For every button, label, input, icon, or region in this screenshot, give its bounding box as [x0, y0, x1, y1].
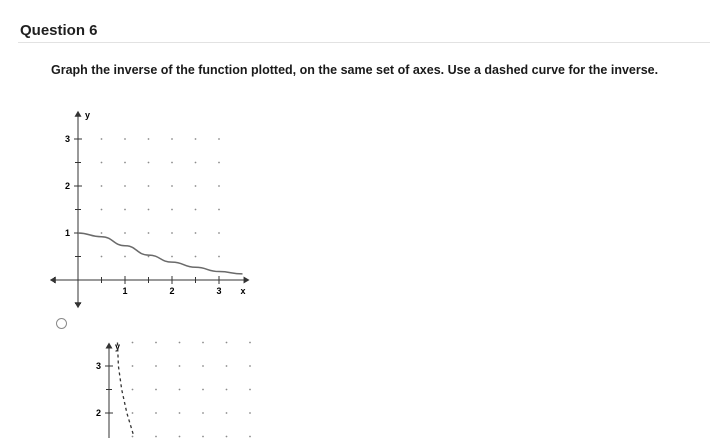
y-tick-label: 1 [65, 228, 71, 238]
grid-dot [226, 436, 228, 438]
grid-dot [218, 256, 220, 258]
y-tick-label: 2 [96, 408, 102, 418]
grid-dot [148, 209, 150, 211]
grid-dot [249, 365, 251, 367]
y-tick-label: 3 [96, 361, 102, 371]
grid-dot [195, 162, 197, 164]
grid-dot [148, 162, 150, 164]
x-tick-label: 3 [216, 286, 222, 296]
grid-dot [249, 389, 251, 391]
grid-dot [148, 256, 150, 258]
grid-dot [101, 256, 103, 258]
grid-dot [249, 436, 251, 438]
grid-dot [218, 162, 220, 164]
grid-dot [195, 232, 197, 234]
y-tick-label: 2 [65, 181, 71, 191]
function-graph [50, 108, 265, 318]
x-axis-label: x [240, 286, 246, 296]
grid-dot [202, 436, 204, 438]
grid-dot [171, 185, 173, 187]
grid-dot [148, 138, 150, 140]
grid-dots [132, 342, 251, 438]
grid-dot [171, 138, 173, 140]
grid-dot [124, 185, 126, 187]
grid-dot [101, 185, 103, 187]
x-tick-label: 2 [169, 286, 175, 296]
grid-dot [195, 185, 197, 187]
grid-dot [124, 138, 126, 140]
grid-dot [226, 342, 228, 344]
grid-dot [132, 342, 134, 344]
grid-dot [155, 412, 157, 414]
grid-dots [101, 138, 220, 257]
function-curve [78, 233, 243, 274]
y-tick-label: 3 [65, 134, 71, 144]
grid-dot [226, 412, 228, 414]
grid-dot [195, 209, 197, 211]
grid-dot [171, 209, 173, 211]
y-axis-arrow-up [106, 343, 113, 349]
grid-dot [202, 342, 204, 344]
grid-dot [249, 342, 251, 344]
header-divider [18, 42, 710, 43]
question-title: Question 6 [20, 22, 98, 39]
axis-ticks [55, 139, 220, 304]
grid-dot [148, 185, 150, 187]
grid-dot [148, 232, 150, 234]
grid-dot [124, 209, 126, 211]
grid-dot [132, 365, 134, 367]
y-axis-label: y [115, 341, 121, 352]
grid-dot [171, 232, 173, 234]
x-tick-label: 1 [122, 286, 128, 296]
grid-dot [202, 389, 204, 391]
axes [106, 343, 113, 438]
grid-dot [218, 138, 220, 140]
grid-dot [179, 342, 181, 344]
grid-dot [218, 185, 220, 187]
grid-dot [218, 232, 220, 234]
grid-dot [101, 232, 103, 234]
y-axis-arrow-up [75, 111, 82, 117]
grid-dot [124, 256, 126, 258]
grid-dot [155, 389, 157, 391]
grid-dot [124, 232, 126, 234]
grid-dot [218, 209, 220, 211]
x-axis-arrow-right [244, 277, 250, 284]
grid-dot [101, 138, 103, 140]
grid-dot [226, 389, 228, 391]
question-prompt: Graph the inverse of the function plotted, on the same set of axes. Use a dashed curve for the inverse. [51, 63, 659, 77]
grid-dot [179, 436, 181, 438]
grid-dot [155, 436, 157, 438]
answer-option-radio[interactable] [56, 318, 67, 329]
grid-dot [101, 162, 103, 164]
grid-dot [202, 365, 204, 367]
grid-dot [249, 412, 251, 414]
grid-dot [155, 342, 157, 344]
grid-dot [195, 256, 197, 258]
grid-dot [132, 389, 134, 391]
y-axis-label: y [85, 109, 91, 120]
grid-dot [132, 412, 134, 414]
grid-dot [195, 138, 197, 140]
grid-dot [171, 162, 173, 164]
grid-dot [179, 365, 181, 367]
grid-dot [101, 209, 103, 211]
grid-dot [179, 389, 181, 391]
answer-option-graph [85, 328, 265, 438]
grid-dot [124, 162, 126, 164]
grid-dot [171, 256, 173, 258]
grid-dot [202, 412, 204, 414]
inverse-dashed-curve [117, 343, 133, 437]
grid-dot [179, 412, 181, 414]
grid-dot [155, 365, 157, 367]
grid-dot [226, 365, 228, 367]
grid-dot [132, 436, 134, 438]
